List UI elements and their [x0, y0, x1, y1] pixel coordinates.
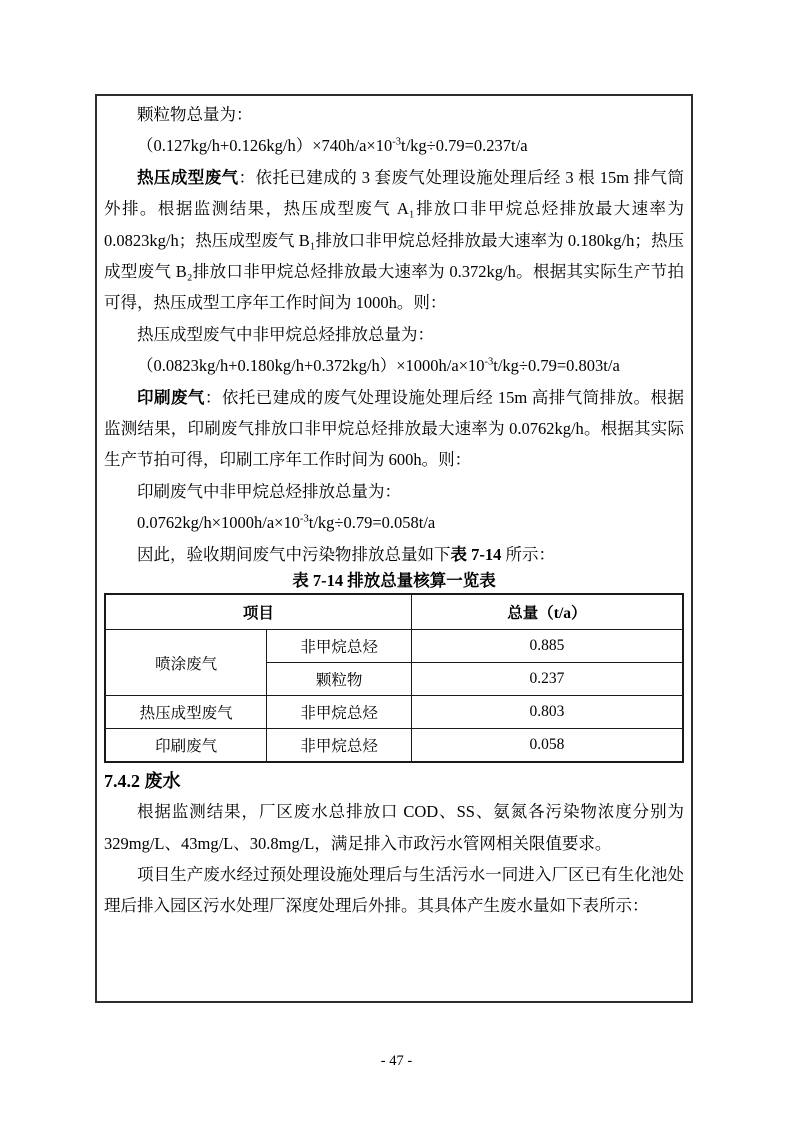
table-title: 表 7-14 排放总量核算一览表 — [292, 571, 496, 591]
cell-category-spray: 喷涂废气 — [105, 630, 267, 696]
paragraph-hot-press-text: ：依托已建成的 3 套废气处理设施处理后经 3 根 15m 排气筒外排。根据监测结果，热压成型废气 A₁排放口非甲烷总烃排放最大速率为 0.0823kg/h；热压成型废气 B₁排放口非甲烷总烃排放最大速率为 0.180kg/h；热压成型废气 B₂排放口非甲烷总烃排放最大速率为 0.372kg/h。根据其实际生产节拍可得，热压成型工序年工作时间为 1000h。则： — [104, 167, 684, 313]
formula-particulate-exponent: -3 — [392, 136, 401, 148]
formula-printing — [104, 507, 684, 538]
paragraph-printing-total: 印刷废气中非甲烷总烃排放总量为： — [137, 481, 401, 501]
table-header-total: 总量（t/a） — [411, 594, 683, 630]
page-number: - 47 - — [380, 1053, 413, 1069]
formula-printing-post: t/kg÷0.79=0.058t/a — [308, 513, 436, 533]
paragraph-printing-text: ：依托已建成的废气处理设施处理后经 15m 高排气筒排放。根据监测结果，印刷废气排放口非甲烷总烃排放最大速率为 0.0762kg/h。根据其实际生产节拍可得，印刷工序年工作时间为 600h。则： — [104, 387, 684, 470]
emission-total-table — [104, 593, 684, 763]
formula-particulate-pre: （0.127kg/h+0.126kg/h）×740h/a×10 — [137, 136, 393, 156]
table-header-item: 项目 — [105, 594, 411, 630]
paragraph-printing-exhaust — [104, 382, 684, 476]
formula-hot-press-pre: （0.0823kg/h+0.180kg/h+0.372kg/h）×1000h/a×10 — [137, 356, 485, 376]
cell-value: 0.885 — [411, 630, 683, 663]
paragraph-conclusion-post: 所示： — [501, 544, 555, 564]
formula-particulate — [104, 130, 684, 161]
paragraph-hot-press-total: 热压成型废气中非甲烷总烃排放总量为： — [137, 324, 434, 344]
cell-pollutant: 颗粒物 — [267, 663, 412, 696]
table-row — [105, 696, 683, 729]
cell-pollutant: 非甲烷总烃 — [267, 630, 412, 663]
paragraph-wastewater-process: 项目生产废水经过预处理设施处理后与生活污水一同进入厂区已有生化池处理后排入园区污水处理厂深度处理后外排。其具体产生废水量如下表所示： — [104, 864, 684, 916]
table-reference-bold: 表 7-14 — [450, 544, 502, 564]
cell-pollutant: 非甲烷总烃 — [267, 729, 412, 763]
formula-hot-press-post: t/kg÷0.79=0.803t/a — [493, 356, 620, 376]
table-header-row — [105, 594, 683, 630]
cell-value: 0.803 — [411, 696, 683, 729]
paragraph-printing-lead: 印刷废气 — [137, 387, 205, 407]
paragraph-wastewater-monitoring: 根据监测结果，厂区废水总排放口 COD、SS、氨氮各污染物浓度分别为 329mg/L、43mg/L、30.8mg/L，满足排入市政污水管网相关限值要求。 — [104, 802, 684, 853]
cell-category-printing: 印刷废气 — [105, 729, 267, 763]
formula-printing-exponent: -3 — [299, 513, 309, 525]
page-border-frame — [95, 94, 693, 1003]
section-heading-wastewater: 7.4.2 废水 — [104, 771, 181, 792]
formula-particulate-post: t/kg÷0.79=0.237t/a — [401, 136, 528, 156]
paragraph-hot-press-exhaust — [104, 162, 684, 319]
paragraph-particulate-total: 颗粒物总量为： — [137, 105, 253, 124]
table-row — [105, 630, 683, 663]
paragraph-conclusion-pre: 因此，验收期间废气中污染物排放总量如下 — [137, 544, 451, 564]
formula-printing-pre: 0.0762kg/h×1000h/a×10 — [137, 513, 300, 533]
cell-value: 0.237 — [411, 663, 683, 696]
paragraph-hot-press-lead: 热压成型废气 — [137, 167, 239, 187]
cell-pollutant: 非甲烷总烃 — [267, 696, 412, 729]
table-row — [105, 729, 683, 763]
cell-category-hot-press: 热压成型废气 — [105, 696, 267, 729]
cell-value: 0.058 — [411, 729, 683, 763]
paragraph-conclusion — [104, 539, 684, 570]
formula-hot-press — [104, 350, 684, 381]
formula-hot-press-exponent: -3 — [484, 356, 494, 368]
